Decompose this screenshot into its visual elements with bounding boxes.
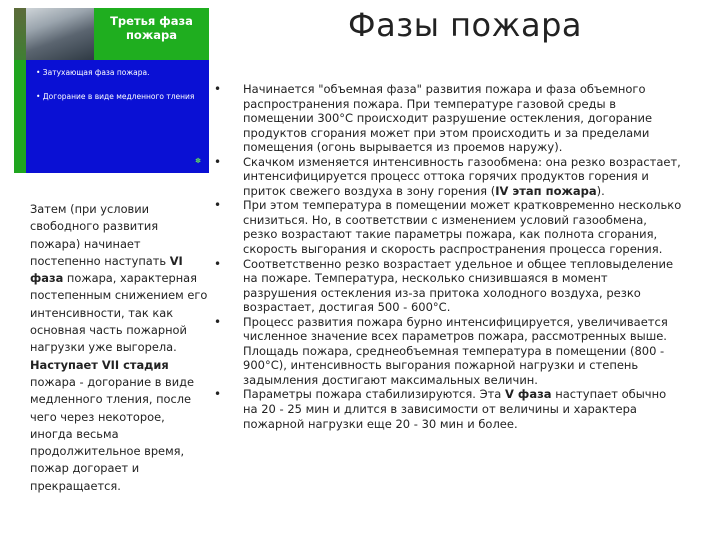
list-item bbox=[214, 257, 684, 315]
list-item bbox=[214, 198, 684, 256]
bullet-icon: • bbox=[214, 387, 222, 402]
thumbnail-green-strip bbox=[14, 60, 26, 173]
logo-icon: ✽ bbox=[195, 157, 201, 165]
list-item bbox=[214, 387, 684, 431]
list-item-text: ). bbox=[596, 183, 605, 198]
list-item-text: При этом температура в помещении может кратковременно несколько снизиться. Но, в соответствии с изменением условий газообмена, резко возрастают такие параметры пожара, как полнота сгорания, скорость выгорания и скорость распространения процесса горения. bbox=[243, 198, 682, 257]
bullet-icon: • bbox=[214, 198, 222, 213]
list-item bbox=[214, 315, 684, 388]
thumbnail-bullet: • Догорание в виде медленного тления bbox=[36, 92, 195, 101]
bullet-list bbox=[214, 82, 684, 431]
bullet-icon: • bbox=[214, 82, 222, 96]
page-title: Фазы пожара bbox=[348, 6, 582, 44]
left-paragraph bbox=[30, 201, 210, 495]
left-text: пожара - догорание в виде медленного тления, после чего через некоторое, иногда весьма продолжительное время, пожар догорает и прекращается. bbox=[30, 374, 195, 493]
list-item-bold: IV этап пожара bbox=[495, 183, 597, 198]
list-item-bold: V фаза bbox=[505, 387, 552, 402]
list-item-text: наступает обычно на 20 - 25 мин и длится в зависимости от величины и характера пожарной нагрузки еще 20 - 30 мин и более. bbox=[243, 387, 667, 431]
bullet-icon: • bbox=[214, 256, 222, 271]
fire-photo bbox=[14, 8, 94, 60]
list-item bbox=[214, 82, 684, 155]
list-item-text: Процесс развития пожара бурно интенсифицируется, увеличивается численное значение всех параметров пожара, рассмотренных выше. Площадь пожара, среднеобъемная температура в помещении (800 - 900°С), интенсивность выгорания пожарной нагрузки и степень задымления достигают максимальных величин. bbox=[243, 314, 668, 387]
list-item-text: Начинается "объемная фаза" развития пожара и фаза объемного распространения пожара. При температуре газовой среды в помещении 300°С происходит разрушение остекления, догорание продуктов сгорания может при этом происходить и за пределами помещения (огонь вырывается из проемов наружу). bbox=[243, 82, 653, 155]
bullet-icon: • bbox=[214, 314, 222, 329]
list-item-text: Соответственно резко возрастает удельное и общее тепловыделение на пожаре. Температура, несколько снизившаяся в момент разрушения остекления из-за притока холодного воздуха, резко возрастает, достигая 500 - 600°С. bbox=[243, 256, 674, 315]
left-bold: VI фаза bbox=[30, 253, 183, 286]
thumbnail-bullet: • Затухающая фаза пожара. bbox=[36, 68, 150, 77]
slide-thumbnail-image bbox=[14, 8, 209, 173]
left-text: Затем (при условии свободного развития пожара) начинает постепенно наступать bbox=[30, 202, 170, 268]
left-text: пожара, характерная постепенным снижением его интенсивности, так как основная часть пожарной нагрузки уже выгорела. bbox=[30, 271, 208, 355]
list-item-text: Параметры пожара стабилизируются. Эта bbox=[243, 387, 506, 402]
bullet-icon: • bbox=[214, 154, 222, 169]
thumbnail-title: Третья фаза пожара bbox=[110, 14, 193, 42]
left-bold: Наступает VII стадия bbox=[30, 357, 169, 372]
list-item bbox=[214, 155, 684, 199]
list-item-text: Скачком изменяется интенсивность газообмена: она резко возрастает, интенсифицируется процесс оттока горячих продуктов горения и приток свежего воздуха в зону горения ( bbox=[243, 154, 681, 198]
